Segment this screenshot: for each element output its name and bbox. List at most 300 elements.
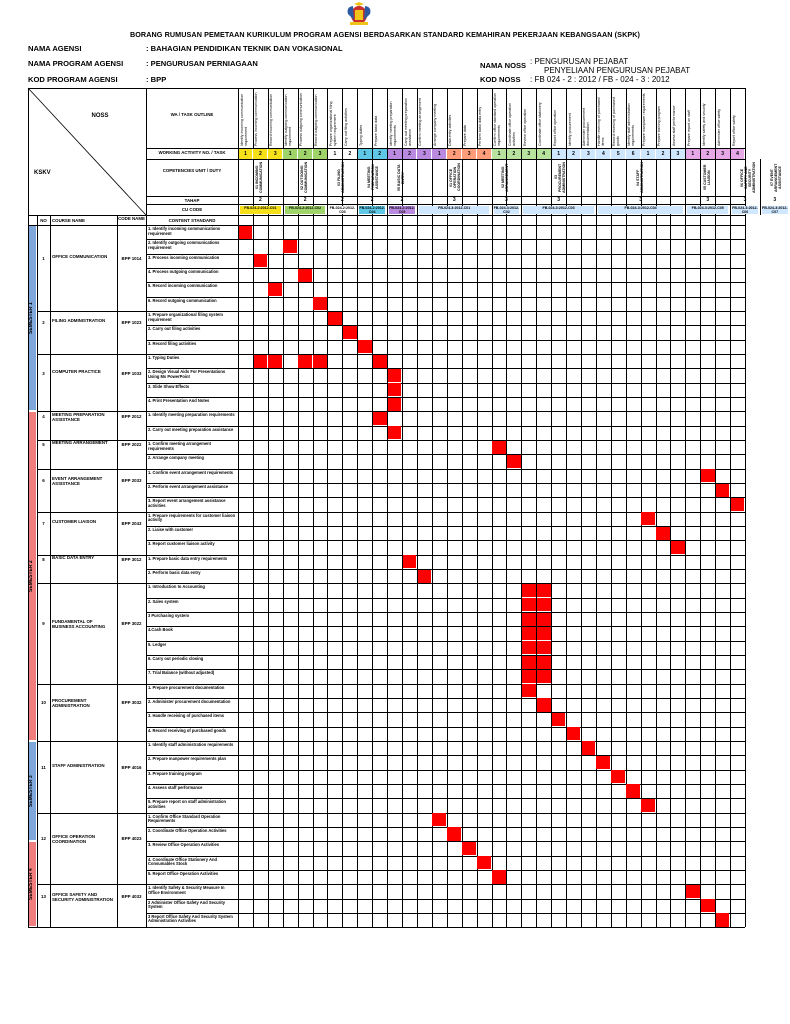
- tahap-value: 3: [452, 197, 456, 203]
- wa-task-text: Confirm meeting arrangement: [418, 98, 423, 146]
- wa-task-text: Prepare report on staff: [686, 110, 691, 146]
- mapping-mark: [254, 355, 268, 368]
- competency-unit-label: 02 MEETING ARRANGEMENT: [501, 163, 510, 192]
- course-number: 7: [42, 521, 45, 527]
- content-row-line: [146, 426, 745, 427]
- content-standard: 4. Assess staff performance: [148, 784, 203, 790]
- content-standard: 1. Confirm Office Standard Operation Requirements: [148, 813, 221, 824]
- wa-number: 3: [671, 149, 685, 159]
- noss-label: NOSS: [91, 113, 109, 119]
- content-standard: 3. Review Office Operation Activities: [148, 842, 220, 848]
- cu-code-label: CU CODE: [181, 207, 203, 212]
- content-standard: 2. Prepare manpower requirements plan: [148, 756, 227, 762]
- wa-task-text: Identify outgoing communication requirement: [284, 94, 293, 146]
- kod-noss-label: KOD NOSS: [480, 75, 521, 84]
- content-row-line: [146, 598, 745, 599]
- content-standard: 1. Identify Safety & Security Measure In Office Environment: [148, 885, 225, 895]
- grid-column-line: [253, 88, 254, 927]
- column-head-content: CONTENT STANDARD: [168, 218, 216, 223]
- content-standard: 4. Print Presentation And Notes: [148, 397, 210, 403]
- content-row-line: [146, 340, 745, 341]
- grid-column-line: [268, 88, 269, 927]
- grid-column-line: [656, 88, 657, 927]
- mapping-mark: [537, 698, 551, 711]
- grid-column-line: [551, 88, 552, 927]
- content-standard: 4. Coordinate Office Stationery And Consumables Stock: [148, 856, 217, 867]
- semester-label: SEMESTER 3: [28, 775, 34, 807]
- competency-unit-label: 01 INCOMING COMMUNICATION: [255, 161, 264, 194]
- mapping-mark: [522, 584, 536, 597]
- wa-task-text: Data entry activities: [448, 114, 453, 146]
- content-standard: 1. Identify meeting preparation requirements: [148, 412, 235, 418]
- content-row-line: [146, 669, 745, 670]
- wa-task-text: Prepare data: [463, 125, 468, 146]
- mapping-mark: [388, 383, 402, 396]
- content-standard: 4.Cash Book: [148, 627, 173, 633]
- grid-column-line: [506, 88, 507, 927]
- mapping-mark: [313, 355, 327, 368]
- content-row-line: [146, 239, 745, 240]
- cu-code-value: FB-024-3:2012-C03: [523, 206, 594, 214]
- cu-code-value: FB-024-2:2012-C04: [359, 205, 385, 214]
- tahap-value: 3: [639, 197, 642, 203]
- mapping-mark: [656, 527, 670, 540]
- mapping-mark: [596, 756, 610, 769]
- content-standard: 1. Introduction to Accounting: [148, 584, 205, 590]
- mapping-mark: [611, 770, 625, 783]
- mapping-mark: [239, 226, 253, 239]
- wa-task-text: Identify staff administration requirements: [627, 103, 636, 146]
- wa-task-text: Identify safety and security: [701, 103, 706, 146]
- wa-number: 1: [239, 149, 253, 159]
- content-standard: 5. Record incoming communication: [148, 283, 218, 289]
- semester-label: SEMESTER 1: [28, 302, 34, 334]
- content-standard: 3. Report customer liaison activity: [148, 541, 215, 547]
- mapping-mark: [522, 670, 536, 683]
- content-standard: 3 Purchasing system: [148, 612, 189, 618]
- grid-column-line: [298, 88, 299, 927]
- content-standard: 6. Record outgoing communication: [148, 297, 217, 303]
- cu-code-value: FB-024-2:2012-C05: [389, 205, 415, 214]
- content-standard: 1. Identify incoming communications requirement: [148, 226, 221, 236]
- content-row-line: [146, 899, 745, 900]
- course-code: BPP 2022: [121, 442, 142, 448]
- content-row-line: [146, 727, 745, 728]
- header-diagonal: [28, 88, 146, 215]
- grid-column-line: [313, 88, 314, 927]
- content-row-line: [146, 282, 745, 283]
- wa-task-text: Confirm office standard operation requirements: [493, 92, 501, 146]
- course-name: OFFICE OPERATION COORDINATION: [52, 834, 96, 845]
- mapping-mark: [283, 240, 297, 253]
- column-head-no: NO: [40, 218, 47, 223]
- content-standard: 2. Carry out filing activities: [148, 326, 201, 332]
- tahap-value: 2: [340, 197, 344, 203]
- course-separator: [37, 555, 745, 556]
- wa-number: 4: [537, 149, 551, 159]
- course-code: BPP 4023: [121, 836, 142, 842]
- grid-column-line: [566, 88, 567, 927]
- tahap-value: 3: [743, 197, 747, 203]
- column-line: [50, 215, 51, 927]
- course-name: BASIC DATA ENTRY: [52, 554, 95, 560]
- wa-number: 1: [686, 149, 700, 159]
- content-column-line: [146, 88, 147, 927]
- course-name: FUNDAMENTAL OF BUSINESS ACCOUNTING: [52, 619, 106, 630]
- wa-task-text: Assess staff performance: [671, 105, 676, 146]
- content-standard: 2. Sales system: [148, 598, 179, 604]
- competencies-label: COPETENCIES UNIT / DUTY: [162, 168, 222, 173]
- wa-task-text: Typing duties: [358, 124, 363, 146]
- content-row-line: [146, 870, 745, 871]
- wa-number: 1: [492, 149, 506, 159]
- course-name: EVENT ARRANGEMENT ASSISTANCE: [52, 476, 103, 487]
- competency-unit-label: 04 STAFF ADMINISTRATION: [635, 162, 644, 193]
- content-standard: 3. Slide Show Effects: [148, 383, 190, 389]
- mapping-mark: [358, 340, 372, 353]
- course-separator: [37, 354, 745, 355]
- course-number: 1: [42, 255, 45, 261]
- content-row-line: [146, 368, 745, 369]
- competency-unit-label: 05 CUSTOMER LIAISON: [702, 164, 711, 191]
- mapping-mark: [582, 741, 596, 754]
- wa-task-text: Carry out meeting preparation assistance: [403, 98, 412, 146]
- wa-number: 1: [358, 149, 372, 159]
- wa-number: 1: [432, 149, 446, 159]
- wa-task-text: Carry out filing activities: [343, 108, 348, 146]
- course-separator: [37, 469, 745, 470]
- wa-task-text: Identify procurement: [567, 113, 572, 146]
- code-value: : BPP: [146, 75, 167, 84]
- grid-column-line: [611, 88, 612, 927]
- course-number: 5: [42, 442, 45, 448]
- course-code: BPP 1033: [121, 370, 142, 376]
- wa-task-text: Record outgoing communication: [314, 94, 319, 146]
- content-standard: 2. Liaise with customer: [148, 526, 194, 532]
- mapping-mark: [388, 398, 402, 411]
- mapping-mark: [537, 627, 551, 640]
- mapping-mark: [537, 656, 551, 669]
- tahap-value: 3: [505, 197, 508, 203]
- mapping-mark: [716, 484, 730, 497]
- program-value: : PENGURUSAN PERNIAGAAN: [146, 59, 258, 68]
- wa-number: 3: [417, 149, 431, 159]
- course-code: BPP 1014: [121, 255, 142, 261]
- competency-unit-label: 07 EVENT ARRANGEMENT ASSISTANCE: [769, 163, 782, 192]
- wa-number: 2: [298, 149, 312, 159]
- content-row-line: [146, 325, 745, 326]
- course-number: 4: [42, 413, 45, 419]
- course-number: 2: [42, 320, 45, 326]
- form-title: BORANG RUMUSAN PEMETAAN KURIKULUM PROGRAM AGENSI BERDASARKAN STANDARD KEMAHIRAN PEKERJAAN KEBANGSAAN (SKPK): [129, 30, 641, 39]
- mapping-mark: [522, 613, 536, 626]
- wa-number: 2: [567, 149, 581, 159]
- course-name: MEETING ARRANGEMENT: [52, 440, 108, 446]
- wa-task-outline-label: WA / TASK OUTLINE: [170, 112, 214, 117]
- grid-column-line: [432, 88, 433, 927]
- course-number: 11: [41, 764, 46, 770]
- course-separator: [37, 225, 745, 226]
- mapping-mark: [447, 827, 461, 840]
- mapping-mark: [701, 899, 715, 912]
- mapping-mark: [403, 555, 417, 568]
- competency-divider: [596, 159, 597, 215]
- content-row-line: [146, 655, 745, 656]
- content-row-line: [146, 698, 745, 699]
- wa-task-text: Record receiving of purchased goods: [612, 97, 621, 146]
- wa-number: 2: [403, 149, 417, 159]
- wa-number: 3: [522, 149, 536, 159]
- content-standard: 1. Prepare basic data entry requirements: [148, 555, 228, 561]
- competency-unit-label: 03 FILING ADMINISTRATION: [337, 162, 346, 193]
- wa-number: 1: [552, 149, 566, 159]
- noss-value-1: : PENGURUSAN PEJABAT: [530, 57, 629, 66]
- content-standard: 3. Report event arrangement assistance activities: [148, 498, 226, 508]
- mapping-mark: [328, 312, 342, 325]
- course-name: COMPUTER PRACTICE: [52, 368, 101, 374]
- mapping-mark: [537, 670, 551, 683]
- content-row-line: [146, 297, 745, 298]
- content-row-line: [146, 784, 745, 785]
- wa-number: 1: [283, 149, 297, 159]
- course-code: BPP 3012: [121, 556, 142, 562]
- course-separator: [37, 741, 745, 742]
- grid-column-line: [402, 88, 403, 927]
- mapping-mark: [537, 584, 551, 597]
- competency-divider: [492, 159, 493, 215]
- mapping-mark: [268, 355, 282, 368]
- wa-task-text: Prepare basic data: [373, 115, 378, 146]
- mapping-mark: [388, 426, 402, 439]
- content-standard: 5. Ledger: [148, 641, 167, 647]
- mapping-mark: [537, 613, 551, 626]
- content-standard: 5. Report Office Operation Activities: [148, 870, 219, 876]
- grid-column-line: [670, 88, 671, 927]
- content-standard: 1. Prepare requirements for customer liaison activity: [148, 512, 236, 523]
- competency-divider: [417, 159, 418, 215]
- course-name: MEETING PREPARATION ASSISTANCE: [52, 411, 105, 422]
- cu-code-value: FB-024-3:2012-C07: [762, 205, 788, 214]
- content-standard: 3. Prepare training program: [148, 770, 202, 776]
- wa-task-text: Prepare organizational filing system requirement: [328, 101, 337, 146]
- course-number: 13: [41, 893, 46, 899]
- competency-divider: [327, 159, 328, 215]
- wa-task-text: Report office operation: [552, 109, 557, 146]
- grid-column-line: [536, 88, 537, 927]
- course-name: CUSTOMER LIAISON: [52, 519, 97, 525]
- mapping-mark: [492, 441, 506, 454]
- semester-label: SEMESTER 2: [28, 560, 34, 592]
- column-head-course: COURSE NAME: [52, 218, 85, 223]
- grid-column-line: [626, 88, 627, 927]
- course-code: BPP 1023: [121, 320, 142, 326]
- mapping-mark: [507, 455, 521, 468]
- mapping-mark: [671, 541, 685, 554]
- content-standard: 2. Carry out meeting preparation assistance: [148, 426, 234, 432]
- wa-number: 1: [641, 149, 655, 159]
- content-row-line: [146, 798, 745, 799]
- mapping-mark: [254, 254, 268, 267]
- content-standard: 4. Record receiving of purchased goods: [148, 727, 227, 733]
- wa-task-text: Process incoming communication: [254, 92, 259, 146]
- cu-code-value: FB-024-3:2012-C05: [687, 206, 728, 214]
- wa-task-text: Arrange company meeting: [433, 103, 438, 146]
- noss-value-2: PENYELIAAN PENGURUSAN PEJABAT: [544, 66, 691, 75]
- mapping-mark: [492, 870, 506, 883]
- wa-number: 2: [373, 149, 387, 159]
- noss-label: NAMA NOSS: [480, 61, 527, 70]
- course-number: 6: [42, 478, 45, 484]
- content-standard: 2. Design Visual Aids For Presentations Using Ms PowerPoint: [148, 369, 226, 379]
- semester-label: SEMESTER 4: [28, 868, 34, 901]
- content-row-line: [146, 856, 745, 857]
- agency-label: NAMA AGENSI: [28, 44, 82, 53]
- kskv-label: KSKV: [34, 170, 51, 176]
- mapping-mark: [268, 283, 282, 296]
- competency-divider: [760, 159, 761, 215]
- grid-column-line: [342, 88, 343, 927]
- mapping-mark: [418, 570, 432, 583]
- wa-number: 1: [328, 149, 342, 159]
- course-name: FILING ADMINISTRATION: [52, 318, 106, 324]
- cu-code-value: FB-024-2:2012-C03: [329, 205, 356, 214]
- competency-divider: [730, 159, 731, 215]
- course-number: 12: [41, 836, 46, 842]
- mapping-mark: [343, 326, 357, 339]
- table-border-bottom: [28, 927, 745, 928]
- content-standard: 2. Arrange company meeting: [148, 455, 205, 461]
- course-separator: [37, 813, 745, 814]
- mapping-mark: [641, 512, 655, 525]
- grid-column-line: [700, 88, 701, 927]
- mapping-mark: [388, 369, 402, 382]
- grid-column-line: [447, 88, 448, 927]
- tahap-value: 2: [370, 197, 374, 203]
- wa-task-text: Report office safety: [731, 115, 736, 146]
- mapping-mark: [522, 656, 536, 669]
- mapping-mark: [522, 641, 536, 654]
- competency-divider: [357, 159, 358, 215]
- content-standard: 2. Coordinate Office Operation Activities: [148, 827, 227, 833]
- content-standard: 1. Confirm meeting arrangement requirements: [148, 440, 212, 451]
- content-standard: 7. Trial Balance (without adjusted): [148, 670, 215, 676]
- tahap-value: 3: [706, 197, 710, 203]
- course-separator: [37, 684, 745, 685]
- course-separator: [37, 583, 745, 584]
- course-number: 10: [41, 700, 46, 706]
- wa-task-text: Coordinate office stationery: [537, 102, 542, 146]
- content-standard: 1. Typing Duties: [148, 354, 180, 360]
- wa-task-text: Prepare training program: [657, 106, 662, 146]
- tahap-value: 3: [557, 197, 560, 203]
- course-code: BPP 3032: [121, 700, 142, 706]
- content-row-line: [146, 913, 745, 914]
- program-label: NAMA PROGRAM AGENSI: [28, 59, 124, 68]
- competency-unit-label: 01 OFFICE OPERATION COORDINATION: [449, 163, 462, 192]
- content-standard: 2. Perform basic data entry: [148, 569, 201, 575]
- content-standard: 1. Confirm event arrangement requirements: [148, 469, 234, 475]
- mapping-mark: [298, 269, 312, 282]
- content-row-line: [146, 770, 745, 771]
- content-row-line: [146, 268, 745, 269]
- wa-number: 2: [656, 149, 670, 159]
- wa-number: 2: [343, 149, 357, 159]
- tahap-value: 3: [773, 197, 777, 203]
- course-code: BPP 4033: [121, 893, 142, 899]
- course-code: BPP 4016: [121, 764, 142, 770]
- content-row-line: [146, 254, 745, 255]
- content-row-line: [146, 827, 745, 828]
- course-separator: [37, 411, 745, 412]
- course-name: OFFICE SAFETY AND SECURITY ADMINISTRATION: [52, 891, 113, 902]
- cu-code-value: FB-024-3:2012-C06: [732, 205, 758, 214]
- content-standard: 3. Handle receiving of purchased items: [148, 713, 224, 719]
- wa-task-text: Handle receiving of purchased items: [597, 97, 606, 146]
- content-row-line: [146, 841, 745, 842]
- competency-unit-label: 05 BASIC DATA ENTRY: [397, 164, 406, 191]
- wa-number: 4: [596, 149, 610, 159]
- content-row-line: [146, 641, 745, 642]
- table-border-right: [745, 88, 746, 927]
- course-code: BPP 2033: [121, 478, 142, 484]
- course-code: BPP 2043: [121, 521, 142, 527]
- content-standard: 2 Administer Office Safety And Security System: [148, 899, 226, 910]
- tahap-label: TAHAP: [184, 197, 200, 203]
- grid-column-line: [372, 88, 373, 927]
- course-number: 9: [42, 621, 45, 627]
- course-separator: [37, 440, 745, 441]
- content-row-line: [146, 755, 745, 756]
- competency-unit-label: 02 OUTGOING COMMUNICATION: [300, 161, 309, 194]
- wa-number: 6: [626, 149, 640, 159]
- mapping-mark: [522, 598, 536, 611]
- wa-number: 1: [388, 149, 402, 159]
- course-name: OFFICE COMMUNICATION: [52, 253, 108, 259]
- course-separator: [37, 884, 745, 885]
- course-code: BPP 3022: [121, 621, 142, 627]
- mapping-mark: [522, 684, 536, 697]
- wa-task-text: Coordinate office operation activities: [507, 102, 516, 146]
- content-standard: 3. Process incoming communication: [148, 254, 220, 260]
- mapping-mark: [432, 813, 446, 826]
- content-row-line: [146, 454, 745, 455]
- competency-divider: [238, 159, 239, 215]
- wa-number: 2: [507, 149, 521, 159]
- mapping-mark: [477, 856, 491, 869]
- column-head-code: CODE NAME: [118, 215, 145, 221]
- wa-task-text: Administer office safety: [716, 108, 721, 146]
- working-activity-label: WORKING ACTIVITY NO. / TASK: [158, 150, 226, 155]
- course-name: PROCUREMENT ADMINISTRATION: [52, 698, 90, 709]
- content-row-line: [146, 626, 745, 627]
- wa-number: 3: [716, 149, 730, 159]
- wa-task-text: Process outgoing communication: [299, 93, 304, 146]
- content-row-line: [146, 712, 745, 713]
- competency-unit-label: 04 MEETING PREPARATION ASSISTANCE: [367, 164, 380, 191]
- cu-code-value: FB-024-3:2012-C04: [598, 206, 683, 214]
- content-standard: 2. Identify outgoing communications requirement: [148, 240, 220, 250]
- wa-task-text: Identify meeting preparation requirements: [388, 101, 397, 146]
- competency-divider: [283, 159, 284, 215]
- wa-number: 2: [447, 149, 461, 159]
- mapping-mark: [567, 727, 581, 740]
- mapping-mark: [537, 598, 551, 611]
- content-standard: 6. Carry out periodic closing: [148, 655, 204, 661]
- content-standard: 3. Record filing activities: [148, 340, 197, 346]
- course-number: 3: [42, 370, 45, 376]
- wa-task-text: Administer procurement documentation: [582, 107, 591, 146]
- tahap-value: 2: [258, 197, 262, 203]
